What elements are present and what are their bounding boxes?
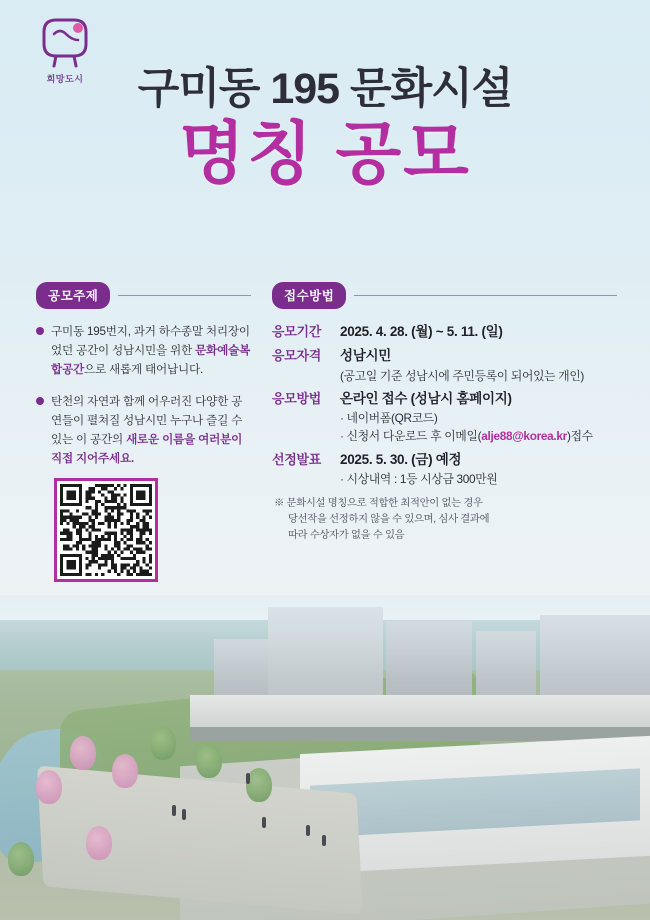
person-figure [172, 805, 176, 816]
logo-mark-icon [34, 14, 96, 70]
body-text: 으로 새롭게 태어납니다. [84, 362, 204, 376]
note-line-1: ※ 문화시설 명칭으로 적합한 최적안이 없는 경우 [274, 498, 483, 510]
building-block-4 [540, 615, 650, 701]
application-info-row [272, 450, 617, 489]
person-figure [262, 817, 266, 828]
building-block-5 [214, 639, 270, 699]
info-row-value: 2025. 4. 28. (월) ~ 5. 11. (일) [340, 324, 503, 339]
topic-bullet [36, 323, 251, 379]
topic-section-header [36, 282, 251, 309]
info-row-value: 온라인 접수 (성남시 홈페이지) [340, 390, 512, 406]
green-tree [150, 726, 176, 760]
info-row-label: 응모방법 [272, 390, 322, 406]
subtext-prefix: · 신청서 다운로드 후 이메일( [340, 429, 482, 444]
application-section-label: 접수방법 [272, 282, 346, 309]
info-row-label: 선정발표 [272, 451, 322, 467]
bullet-dot-icon [36, 327, 44, 335]
note-line-3: 따라 수상자가 없을 수 있음 [288, 530, 405, 542]
bullet-dot-icon [36, 397, 44, 405]
note-line-2: 당선작을 선정하지 않을 수 있으며, 심사 결과에 [288, 514, 490, 526]
info-row-label: 응모자격 [272, 348, 322, 364]
blossom-tree [36, 770, 62, 804]
application-section [272, 282, 617, 544]
headline-line-2: 명칭 공모 [179, 116, 471, 193]
building-block-1 [268, 607, 383, 699]
info-row-subtext [340, 427, 617, 445]
topic-bullet-text [51, 393, 251, 468]
person-figure [306, 825, 310, 836]
application-info-list [272, 322, 617, 488]
body-text: 구미동 195번지, 과거 하수종말 처리장이었던 공간이 성남시민을 위한 [51, 325, 250, 357]
building-block-2 [386, 621, 472, 699]
blossom-tree [112, 754, 138, 788]
application-info-row [272, 389, 617, 446]
rooftop-deck [190, 695, 650, 731]
person-figure [182, 809, 186, 820]
topic-bullet-list [36, 323, 251, 468]
green-tree [8, 842, 34, 876]
logo-text: 희망도시 [46, 74, 84, 84]
emphasis-text: 문화예술복합공간 [51, 343, 251, 376]
person-figure [322, 835, 326, 846]
building-block-3 [476, 631, 536, 699]
topic-bullet [36, 393, 251, 468]
topic-section-label: 공모주제 [36, 282, 110, 309]
application-info-row [272, 346, 617, 385]
person-figure [246, 773, 250, 784]
application-note [272, 496, 617, 544]
header-rule [118, 295, 251, 296]
blossom-tree [86, 826, 112, 860]
info-row-subtext: · 시상내역 : 1등 시상금 300만원 [340, 471, 498, 486]
email-address[interactable]: alje88@korea.kr [481, 429, 567, 444]
info-row-label: 응모기간 [272, 324, 322, 339]
info-row-subtext: (공고일 기준 성남시에 주민등록이 되어있는 개인) [340, 368, 585, 383]
info-row-value: 2025. 5. 30. (금) 예정 [340, 451, 462, 467]
page-title [0, 66, 650, 191]
green-tree [246, 768, 272, 802]
headline-line-1: 구미동 195 문화시설 [137, 65, 513, 113]
qr-code[interactable] [54, 478, 158, 582]
info-row-subtext: · 네이버폼(QR코드) [340, 411, 438, 426]
body-text: 탄천의 자연과 함께 어우러진 다양한 공연들이 펼쳐질 성남시민 누구나 즐길 수 있는 이 공간의 [51, 395, 243, 446]
blossom-tree [70, 736, 96, 770]
application-section-header [272, 282, 617, 309]
architectural-render-scene [0, 595, 650, 920]
header-rule [354, 295, 617, 296]
topic-section [36, 282, 251, 482]
application-info-row [272, 322, 617, 342]
topic-bullet-text [51, 323, 251, 379]
green-tree [196, 744, 222, 778]
info-row-value: 성남시민 [340, 348, 391, 364]
subtext-suffix: )접수 [566, 429, 593, 444]
emphasis-text: 새로운 이름을 여러분이 직접 지어주세요. [51, 432, 243, 465]
